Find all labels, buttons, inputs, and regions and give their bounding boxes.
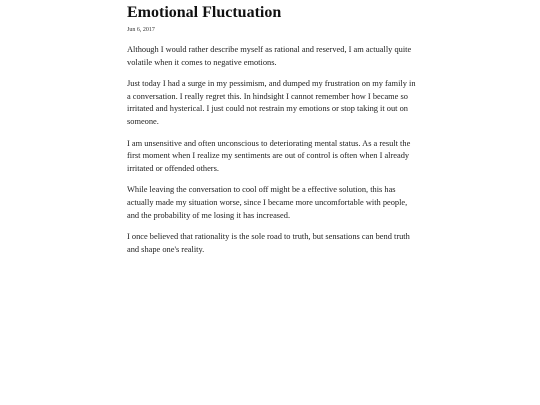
post-paragraph: While leaving the conversation to cool off might be a effective solution, this has actually made my situation worse, since I became more uncomfortable with people, and the probability of me losing it has increased.: [127, 185, 408, 220]
post-title: Emotional Fluctuation: [127, 4, 282, 21]
post-body: [127, 44, 417, 256]
post-paragraph: I once believed that rationality is the sole road to truth, but sensations can bend truth and shape one's reality.: [127, 232, 410, 254]
blog-post: [127, 3, 417, 256]
post-paragraph: I am unsensitive and often unconscious to deteriorating mental status. As a result the first moment when I realize my sentiments are out of control is often when I already irritated or offended others.: [127, 138, 411, 173]
post-paragraph: Just today I had a surge in my pessimism, and dumped my frustration on my family in a conversation. I really regret this. In hindsight I cannot remember how I became so irritated and hysterical. I just could not restrain my emotions or stop taking it out on someone.: [127, 79, 416, 126]
post-paragraph: Although I would rather describe myself as rational and reserved, I am actually quite volatile when it comes to negative emotions.: [127, 45, 412, 67]
post-date: Jun 6, 2017: [127, 27, 155, 33]
